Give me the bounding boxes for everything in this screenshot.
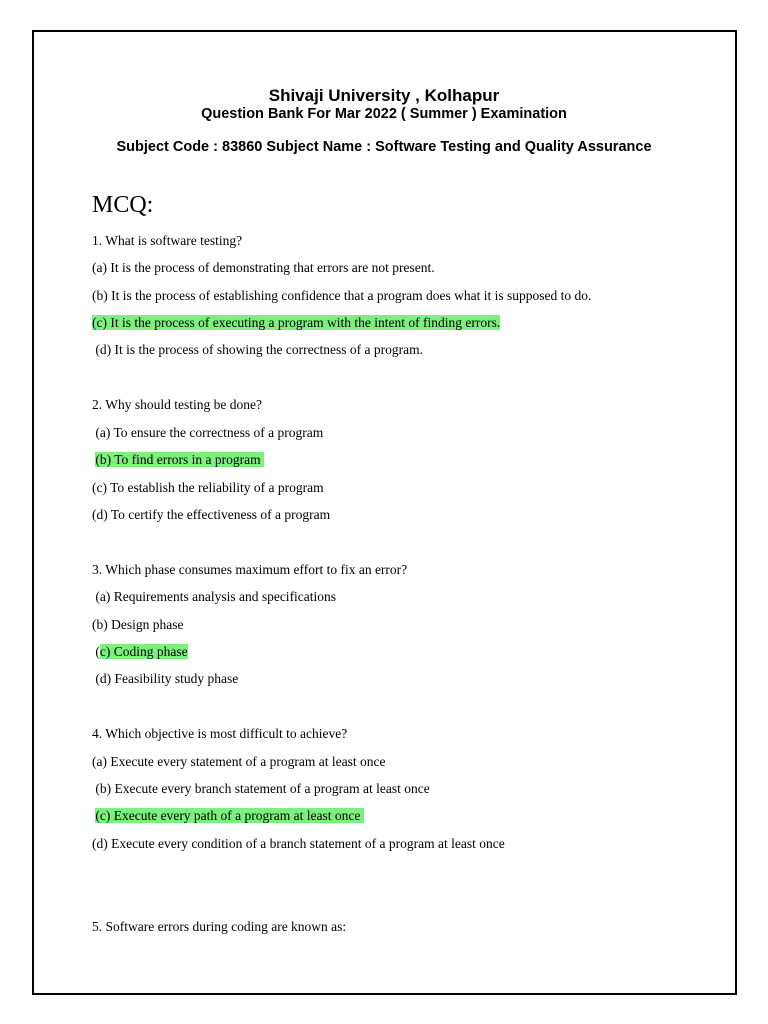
question-text: 5. Software errors during coding are known as: [92,919,347,934]
answer-option: (b) Design phase [92,617,184,632]
answer-option: (a) Requirements analysis and specifications [95,589,337,604]
answer-option: (a) It is the process of demonstrating that errors are not present. [92,260,435,275]
correct-answer-option: (b) To find errors in a program [95,452,265,467]
answer-option: (a) To ensure the correctness of a program [95,425,324,440]
question-bank-title: Question Bank For Mar 2022 ( Summer ) Examination [201,106,567,122]
question-text: 1. What is software testing? [92,233,243,248]
answer-option: (b) It is the process of establishing confidence that a program does what it is supposed to do. [92,288,592,303]
question-text: 3. Which phase consumes maximum effort to fix an error? [92,562,408,577]
section-heading: MCQ: [92,192,154,218]
answer-option: (c) To establish the reliability of a program [92,480,324,495]
answer-option: (d) Feasibility study phase [95,671,239,686]
university-title: Shivaji University , Kolhapur [268,86,500,105]
answer-option: (d) To certify the effectiveness of a program [92,507,331,522]
question-text: 2. Why should testing be done? [92,397,262,412]
answer-option: (d) It is the process of showing the correctness of a program. [95,342,424,357]
correct-answer-option: (c) It is the process of executing a program with the intent of finding errors. [92,315,501,330]
question-text: 4. Which objective is most difficult to achieve? [92,726,348,741]
answer-option: (a) Execute every statement of a program at least once [92,754,386,769]
correct-answer-option: (c) Execute every path of a program at least once [95,808,364,823]
answer-option: (b) Execute every branch statement of a program at least once [95,781,430,796]
subject-line: Subject Code : 83860 Subject Name : Software Testing and Quality Assurance [116,139,652,155]
answer-option: (d) Execute every condition of a branch statement of a program at least once [92,836,505,851]
correct-answer-option: (c) Coding phase [92,644,188,659]
